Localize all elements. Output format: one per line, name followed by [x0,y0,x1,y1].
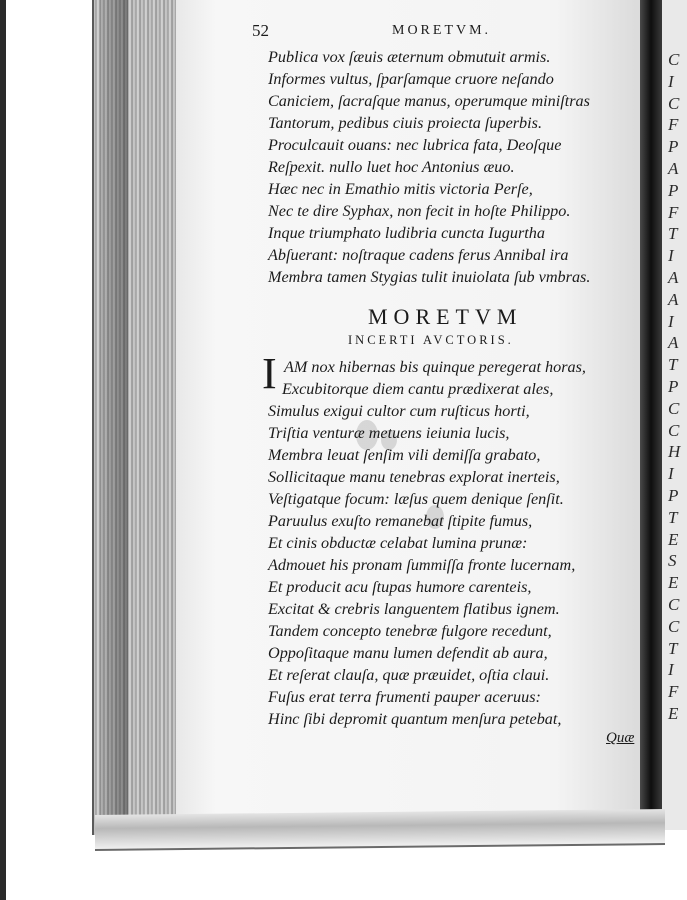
facing-page-letter: H [668,442,681,462]
verse-line: Reſpexit. nullo luet hoc Antonius æuo. [268,158,515,176]
facing-page-letter: C [668,420,680,440]
verse-line: Oppoſitaque manu lumen defendit ab aura, [268,644,548,662]
verse-line: Hinc ſibi depromit quantum menſura petebat, [268,710,562,728]
verse-line: Excubitorque diem cantu prædixerat ales, [282,380,554,398]
verse-line: Admouet his pronam ſummiſſa fronte lucernam, [268,556,576,574]
verse-line: Abſuerant: noſtraque cadens ferus Annibal ira [268,246,569,264]
verse-line: Publica vox ſæuis æternum obmutuit armis. [268,48,551,66]
facing-page-letter: F [668,682,679,702]
verse-line: Proculcauit ouans: nec lubrica fata, Deoſque [268,136,562,154]
facing-page-letter: C [668,616,680,636]
page-edge-shadow [100,0,128,835]
facing-page-edge [662,0,687,830]
facing-page-letter: A [668,159,679,178]
verse-line: Et cinis obductæ celabat lumina prunæ: [268,534,528,552]
verse-line: Tantorum, pedibus ciuis proiecta ſuperbis. [268,114,542,132]
verse-line: Informes vultus, ſparſamque cruore neſando [268,70,554,88]
verse-line: Nec te dire Syphax, non fecit in hoſte Philippo. [268,202,571,220]
verse-line: Hæc nec in Emathio mitis victoria Perſe, [268,180,533,198]
facing-page-letter: C [668,50,680,69]
verse-line: Triſtia venturæ metuens ieiunia lucis, [268,424,510,442]
verse-line-first: AM nox hibernas bis quinque peregerat horas, [284,358,586,376]
book-gutter [640,0,662,830]
facing-page-letter: A [668,268,679,287]
verse-line: Excitat & crebris languentem flatibus ignem. [268,600,560,618]
verse-line: Sollicitaque manu tenebras explorat inerteis, [268,468,560,486]
verse-line: Caniciem, ſacraſque manus, operumque miniſtras [268,92,590,110]
scanner-margin [0,0,6,900]
facing-page-letter: I [668,660,674,680]
facing-page-letter: I [668,464,674,484]
facing-page-letter: S [668,551,677,571]
verse-line: Membra leuat ſenſim vili demiſſa grabato, [268,446,541,464]
facing-page-letter: A [668,333,679,353]
verse-line: Veſtigatque focum: læſus quem denique ſenſit. [268,490,564,508]
verse-line: Et reſerat clauſa, quæ præuidet, oſtia claui. [268,666,550,684]
facing-page-letter: I [668,71,674,91]
facing-page-letter: T [668,507,678,527]
facing-page-letter: F [668,115,679,135]
facing-page-letter: E [668,573,679,593]
page-number: 52 [252,21,269,40]
facing-page-letter: T [668,355,678,375]
facing-page-letter: P [668,137,679,157]
verse-line: Tandem concepto tenebræ fulgore recedunt, [268,622,552,640]
facing-page-letter: E [668,704,679,723]
facing-page-letter: I [668,311,674,331]
verse-line: Fuſus erat terra frumenti pauper aceruus: [268,688,541,706]
facing-page-letter: P [668,180,679,200]
facing-page-letter: C [668,398,680,418]
facing-page-letter: E [668,529,679,549]
verse-line: Simulus exigui cultor cum ruſticus horti, [268,402,530,420]
poem-title: MORETVM [368,304,523,329]
facing-page-letter: T [668,224,678,244]
page-bottom-edge [95,809,665,851]
verse-line: Et producit acu ſtupas humore carenteis, [268,578,532,596]
verse-line: Membra tamen Stygias tulit inuiolata ſub vmbras. [268,268,591,286]
facing-page-letter: T [668,638,678,658]
running-head: MORETVM. [392,23,492,38]
facing-page-letter: A [668,289,679,309]
facing-page-letter: P [668,377,679,396]
facing-page-letter: C [668,595,680,614]
facing-page-letter: P [668,486,679,505]
facing-page-letter: I [668,246,674,266]
verse-line: Inque triumphato ludibria cuncta Iugurtha [268,224,545,242]
facing-page-letter: C [668,93,680,113]
catchword: Quæ [606,730,635,746]
drop-capital: I [262,349,277,398]
verse-line: Paruulus exuſto remanebat ſtipite fumus, [268,512,533,530]
poem-author-line: INCERTI AVCTORIS. [348,333,514,347]
facing-page-letter: F [668,202,679,222]
